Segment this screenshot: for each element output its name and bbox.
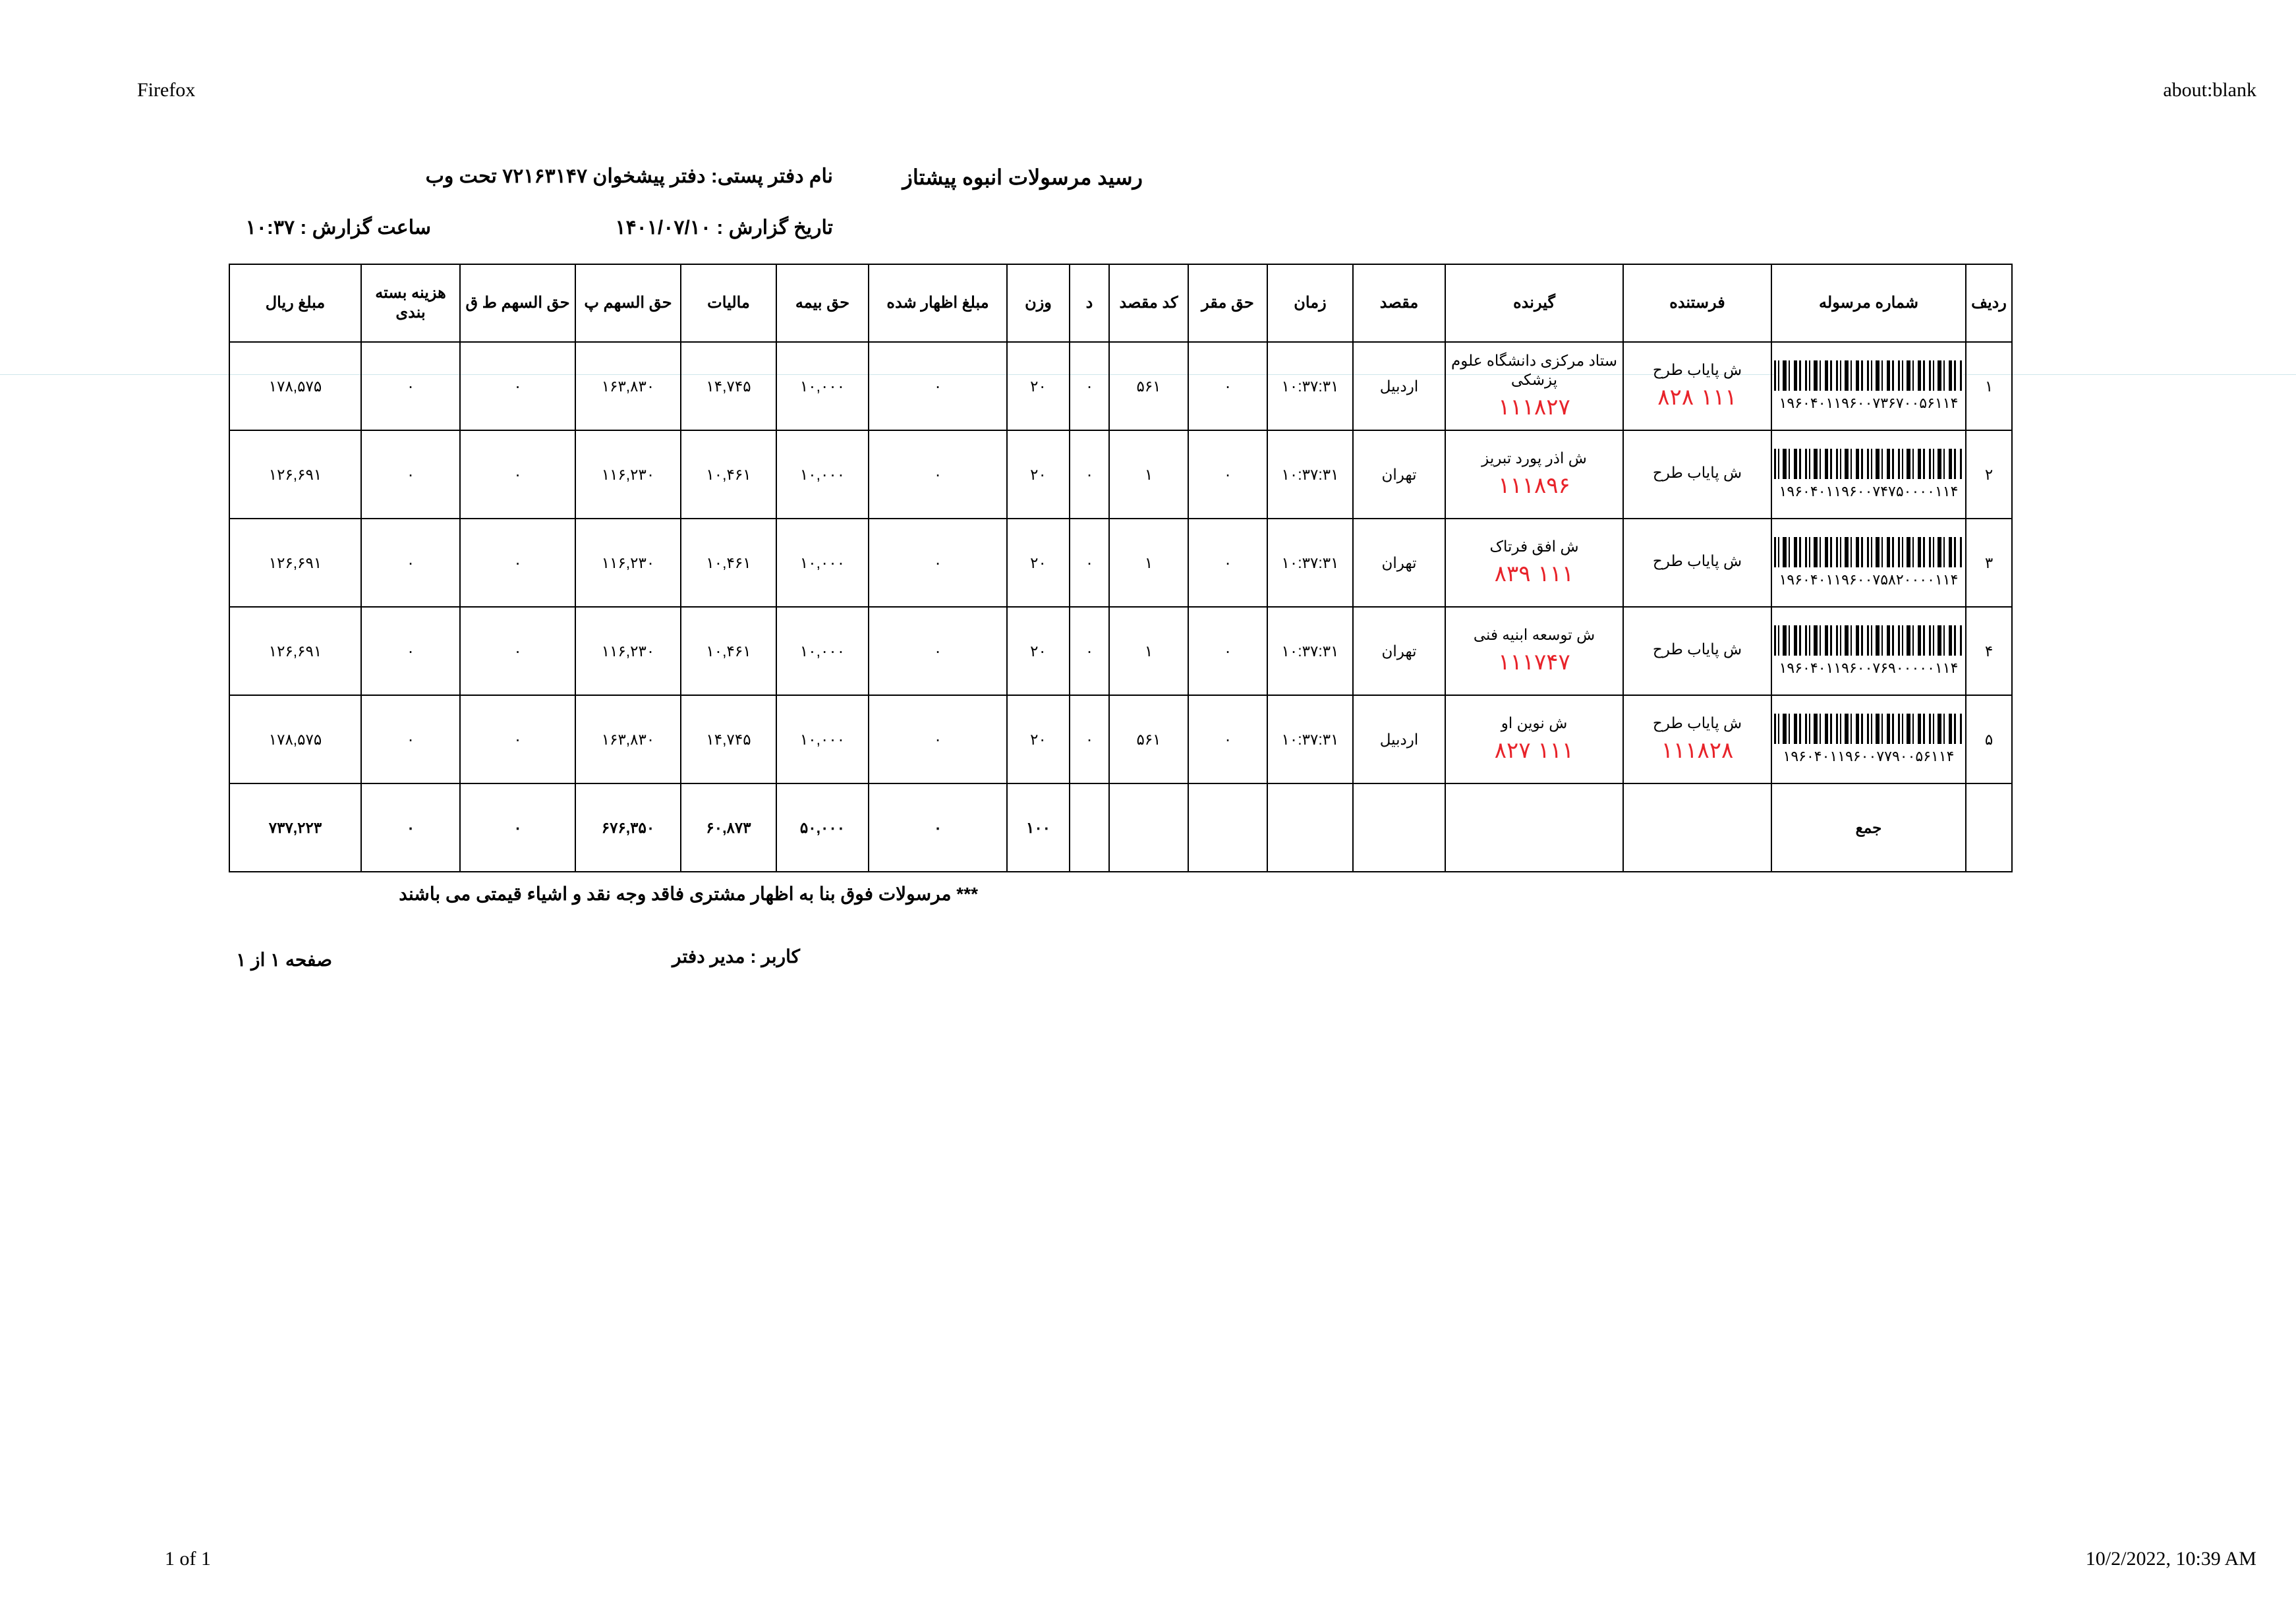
cell-receiver	[1445, 430, 1623, 519]
cell-d: ۰	[1070, 695, 1109, 783]
cell-share-p: ۱۶۳,۸۳۰	[575, 342, 681, 430]
cell-dest-code: ۱	[1109, 519, 1188, 607]
sender-name: ش پایاب طرح	[1652, 714, 1742, 732]
cell-row-no: ۱	[1966, 342, 2012, 430]
barcode-image	[1774, 625, 1963, 656]
cell-receiver	[1445, 342, 1623, 430]
cell-destination: تهران	[1353, 519, 1445, 607]
cell-destination: تهران	[1353, 607, 1445, 695]
cell-share-tq: ٠	[460, 430, 575, 519]
browser-address-label: about:blank	[2163, 79, 2256, 101]
cell-total-packaging: ٠	[361, 783, 460, 872]
cell-dest-code: ۱	[1109, 430, 1188, 519]
cell-weight: ۲۰	[1007, 519, 1070, 607]
cell-d: ۰	[1070, 607, 1109, 695]
cell-packaging: ٠	[361, 519, 460, 607]
receiver-name: ش افق فرتاک	[1489, 538, 1579, 555]
cell-share-p: ۱۱۶,۲۳۰	[575, 607, 681, 695]
cell-destination: تهران	[1353, 430, 1445, 519]
column-header-amount: مبلغ ریال	[229, 264, 361, 342]
cell-tax: ۱۰,۴۶۱	[681, 519, 776, 607]
cell-receiver	[1445, 695, 1623, 783]
sender-name: ش پایاب طرح	[1652, 640, 1742, 658]
cell-weight: ۲۰	[1007, 607, 1070, 695]
office-name: نام دفتر پستی: دفتر پیشخوان ۷۲۱۶۳۱۴۷ تحت وب	[425, 165, 833, 187]
receiver-name: ش نوین او	[1501, 714, 1568, 732]
cell-barcode	[1771, 519, 1966, 607]
sender-name: ش پایاب طرح	[1652, 552, 1742, 569]
cell-amount: ۱۲۶,۶۹۱	[229, 607, 361, 695]
cell-time: ۱۰:۳۷:۳۱	[1267, 519, 1353, 607]
barcode-number: ۱۹۶۰۴۰۱۱۹۶۰۰۷۳۶۷۰۰۵۶۱۱۴	[1779, 394, 1959, 411]
receiver-name: ستاد مرکزی دانشگاه علوم پزشکی	[1450, 352, 1618, 388]
cell-sender	[1623, 519, 1771, 607]
footer-timestamp: 10/2/2022, 10:39 AM	[2085, 1548, 2256, 1570]
cell-packaging: ٠	[361, 430, 460, 519]
cell-share-p: ۱۱۶,۲۳۰	[575, 519, 681, 607]
page-number-label: صفحه ۱ از ۱	[236, 950, 332, 970]
cell-dest-code: ۱	[1109, 607, 1188, 695]
cell-declared-value: ٠	[869, 430, 1007, 519]
barcode-image	[1774, 714, 1963, 744]
cell-tax: ۱۴,۷۴۵	[681, 342, 776, 430]
cell-declared-value: ٠	[869, 607, 1007, 695]
cell-total-sender	[1623, 783, 1771, 872]
report-date: تاریخ گزارش : ۱۴۰۱/۰۷/۱۰	[615, 217, 833, 239]
cell-barcode	[1771, 695, 1966, 783]
column-header-share-p: حق السهم پ	[575, 264, 681, 342]
receiver-handwritten-note: ۱۱۱ ۸۳۹	[1494, 561, 1574, 588]
cell-amount: ۱۷۸,۵۷۵	[229, 695, 361, 783]
cell-barcode	[1771, 342, 1966, 430]
cell-d: ۰	[1070, 342, 1109, 430]
cell-total-weight: ۱۰۰	[1007, 783, 1070, 872]
cell-barcode	[1771, 607, 1966, 695]
cell-time: ۱۰:۳۷:۳۱	[1267, 695, 1353, 783]
column-header-share-tq: حق السهم ط ق	[460, 264, 575, 342]
cell-total-amount: ۷۳۷,۲۲۳	[229, 783, 361, 872]
cell-dest-code: ۵۶۱	[1109, 695, 1188, 783]
cell-tax: ۱۰,۴۶۱	[681, 430, 776, 519]
cell-time: ۱۰:۳۷:۳۱	[1267, 342, 1353, 430]
cell-share-tq: ٠	[460, 519, 575, 607]
cell-weight: ۲۰	[1007, 695, 1070, 783]
sender-handwritten-note: ۱۱۱۸۲۸	[1661, 737, 1734, 764]
receiver-handwritten-note: ۱۱۱ ۸۲۷	[1494, 737, 1574, 764]
declaration-note: *** مرسولات فوق بنا به اظهار مشتری فاقد وجه نقد و اشیاء قیمتی می باشند	[399, 884, 978, 904]
cell-packaging: ٠	[361, 342, 460, 430]
cell-packaging: ٠	[361, 607, 460, 695]
cell-total-label: جمع	[1771, 783, 1966, 872]
cell-insurance: ۱۰,۰۰۰	[776, 342, 869, 430]
cell-insurance: ۱۰,۰۰۰	[776, 607, 869, 695]
cell-declared-value: ٠	[869, 695, 1007, 783]
table-row	[229, 430, 2012, 519]
column-header-time: زمان	[1267, 264, 1353, 342]
cell-total-declared-value: ٠	[869, 783, 1007, 872]
cell-total-d	[1070, 783, 1109, 872]
cell-total-right	[1188, 783, 1267, 872]
sender-handwritten-note: ۱۱۱ ۸۲۸	[1657, 384, 1737, 411]
table-row	[229, 607, 2012, 695]
cell-insurance: ۱۰,۰۰۰	[776, 430, 869, 519]
cell-total-tax: ۶۰,۸۷۳	[681, 783, 776, 872]
cell-share-p: ۱۶۳,۸۳۰	[575, 695, 681, 783]
cell-dest-code: ۵۶۱	[1109, 342, 1188, 430]
column-header-tax: مالیات	[681, 264, 776, 342]
column-header-row-no: ردیف	[1966, 264, 2012, 342]
table-row	[229, 342, 2012, 430]
column-header-dest-code: کد مقصد	[1109, 264, 1188, 342]
receiver-name: ش توسعه ابنیه فنی	[1473, 626, 1595, 644]
cell-share-tq: ٠	[460, 695, 575, 783]
cell-d: ۰	[1070, 519, 1109, 607]
receiver-name: ش اذر پورد تبریز	[1481, 449, 1587, 467]
document-meta	[0, 216, 2296, 256]
column-header-packaging: هزینه بسته بندی	[361, 264, 460, 342]
cell-declared-value: ٠	[869, 342, 1007, 430]
sender-name: ش پایاب طرح	[1652, 463, 1742, 481]
cell-right: ٠	[1188, 519, 1267, 607]
barcode-number: ۱۹۶۰۴۰۱۱۹۶۰۰۷۷۹۰۰۵۶۱۱۴	[1783, 747, 1955, 764]
document-body	[0, 165, 2296, 970]
cell-receiver	[1445, 607, 1623, 695]
cell-sender	[1623, 430, 1771, 519]
column-header-d: د	[1070, 264, 1109, 342]
barcode-image	[1774, 449, 1963, 479]
cell-tax: ۱۰,۴۶۱	[681, 607, 776, 695]
column-header-insurance: حق بیمه	[776, 264, 869, 342]
cell-row-no: ۵	[1966, 695, 2012, 783]
column-header-barcode: شماره مرسوله	[1771, 264, 1966, 342]
column-header-destination: مقصد	[1353, 264, 1445, 342]
cell-total-share-tq: ٠	[460, 783, 575, 872]
column-header-receiver: گیرنده	[1445, 264, 1623, 342]
cell-share-tq: ٠	[460, 342, 575, 430]
cell-weight: ۲۰	[1007, 342, 1070, 430]
cell-total-dest-code	[1109, 783, 1188, 872]
cell-amount: ۱۷۸,۵۷۵	[229, 342, 361, 430]
cell-insurance: ۱۰,۰۰۰	[776, 695, 869, 783]
cell-destination: اردبیل	[1353, 342, 1445, 430]
cell-total-destination	[1353, 783, 1445, 872]
barcode-image	[1774, 360, 1963, 391]
cell-total-empty	[1966, 783, 2012, 872]
cell-sender	[1623, 607, 1771, 695]
manifest-table	[229, 264, 2013, 872]
cell-declared-value: ٠	[869, 519, 1007, 607]
cell-total-time	[1267, 783, 1353, 872]
cell-destination: اردبیل	[1353, 695, 1445, 783]
barcode-number: ۱۹۶۰۴۰۱۱۹۶۰۰۷۶۹۰۰۰۰۰۱۱۴	[1779, 659, 1959, 676]
cell-weight: ۲۰	[1007, 430, 1070, 519]
cell-share-p: ۱۱۶,۲۳۰	[575, 430, 681, 519]
column-header-weight: وزن	[1007, 264, 1070, 342]
sender-name: ش پایاب طرح	[1652, 361, 1742, 379]
cell-d: ۰	[1070, 430, 1109, 519]
cell-total-insurance: ۵۰,۰۰۰	[776, 783, 869, 872]
cell-time: ۱۰:۳۷:۳۱	[1267, 607, 1353, 695]
document-header	[0, 165, 2296, 204]
cell-right: ٠	[1188, 607, 1267, 695]
cell-total-share-p: ۶۷۶,۳۵۰	[575, 783, 681, 872]
table-total-row	[229, 783, 2012, 872]
print-footer	[0, 1548, 2296, 1574]
cell-row-no: ۴	[1966, 607, 2012, 695]
barcode-number: ۱۹۶۰۴۰۱۱۹۶۰۰۷۵۸۲۰۰۰۰۱۱۴	[1779, 571, 1959, 588]
barcode-image	[1774, 537, 1963, 567]
table-row	[229, 519, 2012, 607]
user-label: کاربر : مدیر دفتر	[672, 946, 800, 967]
cell-right: ٠	[1188, 342, 1267, 430]
cell-total-receiver	[1445, 783, 1623, 872]
page-title: رسید مرسولات انبوه پیشتاز	[902, 165, 1143, 189]
receiver-handwritten-note: ۱۱۱۸۹۶	[1498, 472, 1570, 499]
cell-amount: ۱۲۶,۶۹۱	[229, 430, 361, 519]
cell-sender	[1623, 695, 1771, 783]
column-header-sender: فرستنده	[1623, 264, 1771, 342]
cell-amount: ۱۲۶,۶۹۱	[229, 519, 361, 607]
cell-receiver	[1445, 519, 1623, 607]
cell-share-tq: ٠	[460, 607, 575, 695]
cell-right: ٠	[1188, 695, 1267, 783]
cell-time: ۱۰:۳۷:۳۱	[1267, 430, 1353, 519]
cell-right: ٠	[1188, 430, 1267, 519]
receiver-handwritten-note: ۱۱۱۸۲۷	[1498, 393, 1570, 420]
column-header-right: حق مقر	[1188, 264, 1267, 342]
cell-tax: ۱۴,۷۴۵	[681, 695, 776, 783]
barcode-number: ۱۹۶۰۴۰۱۱۹۶۰۰۷۴۷۵۰۰۰۰۱۱۴	[1779, 482, 1959, 499]
browser-app-label: Firefox	[137, 79, 196, 101]
table-header-row	[229, 264, 2012, 342]
cell-row-no: ۳	[1966, 519, 2012, 607]
cell-barcode	[1771, 430, 1966, 519]
print-header	[0, 79, 2296, 105]
column-header-declared-value: مبلغ اظهار شده	[869, 264, 1007, 342]
cell-sender	[1623, 342, 1771, 430]
cell-insurance: ۱۰,۰۰۰	[776, 519, 869, 607]
report-time: ساعت گزارش : ۱۰:۳۷	[245, 217, 431, 239]
table-row	[229, 695, 2012, 783]
cell-row-no: ۲	[1966, 430, 2012, 519]
cell-packaging: ٠	[361, 695, 460, 783]
receiver-handwritten-note: ۱۱۱۷۴۷	[1498, 649, 1570, 676]
footer-page-indicator: 1 of 1	[165, 1548, 211, 1570]
